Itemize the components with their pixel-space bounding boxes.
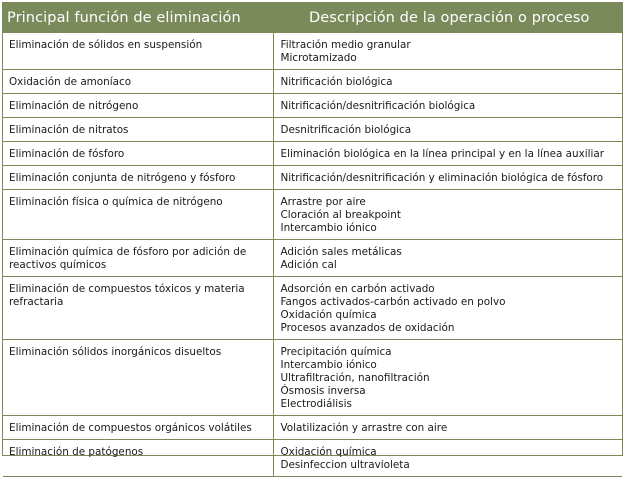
treatment-operations-table [3,3,622,477]
function-cell [3,33,273,70]
table-row [3,440,622,477]
description-cell [273,440,622,477]
description-cell [273,118,622,142]
description-line: Nitrificación/desnitrificación biológica [280,100,476,112]
function-text: Eliminación física o química de nitrógeno [9,196,223,208]
function-cell [3,240,273,277]
function-cell [3,416,273,440]
description-line: Fangos activados-carbón activado en polvo [280,296,506,308]
function-text: Oxidación de amoníaco [9,76,132,88]
description-cell [273,416,622,440]
table-container [2,2,623,471]
description-cell [273,340,622,416]
description-cell [273,94,622,118]
description-cell [273,166,622,190]
function-cell [3,94,273,118]
description-line: Desinfeccion ultravioleta [280,459,410,471]
function-text: Eliminación de sólidos en suspensión [9,39,203,51]
table-row [3,94,622,118]
table-row [3,118,622,142]
table-row [3,416,622,440]
description-line: Arrastre por aire [280,196,366,208]
function-cell [3,70,273,94]
table-row [3,340,622,416]
description-cell [273,190,622,240]
table-row [3,33,622,70]
function-text: Eliminación química de fósforo por adición de reactivos químicos [9,246,247,271]
function-text: Eliminación sólidos inorgánicos disueltos [9,346,222,358]
description-line: Eliminación biológica en la línea principal y en la línea auxiliar [280,148,605,160]
header-function: Principal función de eliminación [3,3,273,33]
description-line: Nitrificación/desnitrificación y eliminación biológica de fósforo [280,172,604,184]
description-line: Desnitrificación biológica [280,124,412,136]
description-line: Volatilización y arrastre con aire [280,422,448,434]
function-text: Eliminación de compuestos orgánicos volátiles [9,422,252,434]
description-line: Adición cal [280,259,337,271]
description-line: Nitrificación biológica [280,76,393,88]
description-cell [273,142,622,166]
description-line: Electrodiálisis [280,398,352,410]
description-cell [273,33,622,70]
description-line: Precipitación química [280,346,392,358]
function-cell [3,190,273,240]
table-row [3,190,622,240]
table-row [3,70,622,94]
description-line: Microtamizado [280,52,357,64]
description-line: Filtración medio granular [280,39,411,51]
function-text: Eliminación conjunta de nitrógeno y fósforo [9,172,236,184]
description-line: Ultrafiltración, nanofiltración [280,372,430,384]
function-cell [3,277,273,340]
description-line: Intercambio iónico [280,359,377,371]
table-row [3,166,622,190]
table-row [3,142,622,166]
description-cell [273,277,622,340]
table-row [3,277,622,340]
description-line: Procesos avanzados de oxidación [280,322,455,334]
header-description: Descripción de la operación o proceso [273,3,622,33]
function-text: Eliminación de fósforo [9,148,125,160]
function-cell [3,440,273,477]
description-line: Adición sales metálicas [280,246,402,258]
function-text: Eliminación de nitratos [9,124,129,136]
description-cell [273,240,622,277]
table-row [3,240,622,277]
description-cell [273,70,622,94]
description-line: Oxidación química [280,309,377,321]
description-line: Adsorción en carbón activado [280,283,435,295]
description-line: Cloración al breakpoint [280,209,401,221]
description-line: Oxidación química [280,446,377,458]
function-cell [3,118,273,142]
function-cell [3,340,273,416]
function-cell [3,142,273,166]
table-body [3,33,622,477]
function-text: Eliminación de nitrógeno [9,100,139,112]
description-line: Intercambio iónico [280,222,377,234]
description-line: Ósmosis inversa [280,385,366,397]
function-text: Eliminación de patógenos [9,446,144,458]
function-text: Eliminación de compuestos tóxicos y materia refractaria [9,283,245,308]
function-cell [3,166,273,190]
header-row [3,3,622,33]
